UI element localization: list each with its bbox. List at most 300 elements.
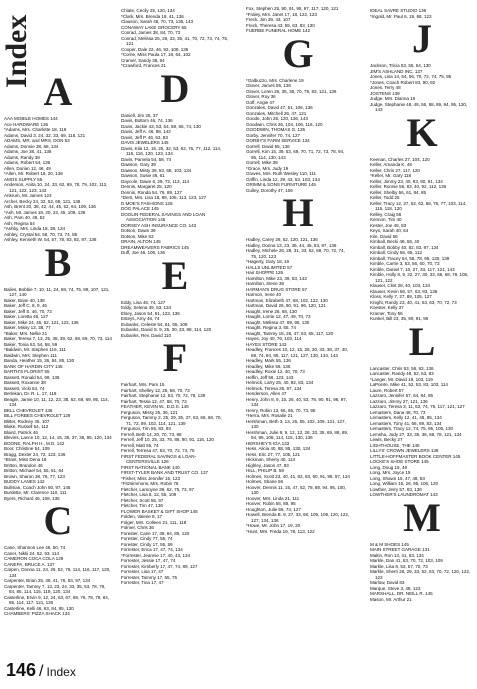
- index-entry: Baldwin, Mrs. Stephen 111: [4, 352, 57, 358]
- index-entry: LITTLE-HOFFMASTER BOOK CENTER 145: [370, 453, 461, 459]
- index-entry: Maltin, Ron 13, 41, 83, 134: [370, 552, 424, 558]
- index-entry: Baker, Missy 13, 38, 77: [4, 325, 51, 330]
- index-entry: Headley, Frances 10, 12, 15, 26, 30, 33, 36, 37, 40, 69, 74, 84, 85, 117, 121, 127, 130, 134, 143: [246, 347, 349, 358]
- index-entry: Kelley, Craig 56: [370, 211, 402, 217]
- index-entry: Haught, Regina 3, 55, 74: [246, 325, 296, 330]
- index-entry: Clauson, Sarah 46, 70, 73, 136, 143: [121, 19, 194, 24]
- index-entry: Eddy, Selena 39, 53, 134: [121, 305, 172, 310]
- index-entry: Knight, Randy 23, 40, 41, 53, 63, 70, 72, 73: [370, 299, 457, 305]
- index-entry: Keller, Ronnie 56, 83, 40, 92, 112, 136: [370, 184, 447, 189]
- footer-label: Index: [46, 665, 76, 679]
- section-letter: H: [282, 190, 314, 235]
- index-entry: Lemasters, Tony 41, 68, 69, 83, 134: [370, 420, 442, 426]
- index-entry: Bragg, Dexter 24, 72, 123, 136: [4, 451, 66, 457]
- index-entry: Adams, Joe 38, 41, 136: [4, 149, 52, 154]
- index-entry: Eddy, Lisa 46, 74, 127: [121, 299, 166, 305]
- index-entry: *Herra, Mrs. Rosalie 21: [246, 413, 293, 418]
- index-entry: Gorrell, Kim 15, 39, 53, 69, 70, 71, 72, 73, 78, 94, 95, 114, 130, 143: [246, 149, 345, 160]
- index-entry: Hair SHOPPE 126: [246, 270, 284, 275]
- index-entry: *Ash, Mr. James 18, 20, 23, 45, 109, 136: [4, 209, 86, 215]
- index-column-3: [246, 6, 350, 534]
- index-title: Index: [0, 14, 33, 88]
- index-entry: DREAMWEAVERS FABRICS 145: [121, 244, 189, 250]
- index-entry: Ferrell, Beth 14, 20, 70, 73, 88: [121, 431, 182, 437]
- index-entry: Judge, Mrs. Dianna 15: [370, 96, 416, 101]
- index-entry: Fletcher, Tim 47, 136: [121, 503, 163, 508]
- section-letter: D: [160, 65, 190, 111]
- index-entry: Daycole, Dawn 6, 29, 72, 113, 114: [121, 178, 190, 184]
- index-entry: Holmes, Shane 56: [246, 479, 283, 484]
- index-entry: *Langer, Mr. David 19, 103, 119: [370, 376, 433, 382]
- index-entry: MARSHALL, DR. NEILL R. 145: [370, 591, 433, 596]
- index-entry: Jackson, Tricia 53, 55, 54, 130: [370, 63, 431, 68]
- index-entry: BILL FORBES CHEVROLET 129: [4, 413, 71, 418]
- index-entry: Hess, Alicia 40, 88, 95, 130, 134: [246, 446, 311, 451]
- index-entry: Lancaster, Randy 48, 52, 53, 83: [370, 371, 434, 376]
- index-column-1: [4, 69, 112, 617]
- index-entry: Lemasters, Kelly 12, 41, 48, 95, 134: [370, 415, 442, 420]
- index-entry: Forester, Cindy 17, 55, 59: [121, 541, 173, 547]
- index-entry: Keenan, Charles 27, 104, 120: [370, 156, 430, 162]
- index-entry: JIM'S ASHLAND INC. 137: [370, 68, 423, 74]
- index-entry: CHAMBERS' PIZZA SHACK 134: [4, 611, 70, 616]
- index-entry: Henderson, Allen 47: [246, 391, 287, 396]
- index-entry: GORBY'S FARM SERVICE 134: [246, 138, 310, 143]
- index-entry: Fairhart, Mrs. Pam 15: [121, 382, 165, 387]
- index-entry: Koester, Kelly 37: [370, 305, 404, 310]
- index-entry: Lazzaro, Jennifer 57, 64, 84, 85: [370, 393, 434, 398]
- index-entry: Markle, Dan 41, 53, 70, 72, 103, 109: [370, 558, 443, 563]
- index-entry: Long, Shawn 15, 47, 48, 83: [370, 475, 425, 481]
- index-entry: Baker, Mike 24, 45, 52, 121, 123, 136: [4, 319, 79, 325]
- index-entry: Ash, Brent 20, 38, 42, 44, 45, 52, 64, 109, 136: [4, 204, 96, 209]
- index-entry: *Crawford, Frances 21: [121, 63, 166, 68]
- index-entry: Haught, Tammy 15, 26, 47, 53, 65, 117, 120: [246, 330, 334, 336]
- index-entry: Headley, Mike 56, 136: [246, 363, 291, 369]
- index-entry: HILL, PHILIP B. 59: [246, 468, 284, 473]
- index-section: [246, 6, 350, 34]
- index-entry: Klauser, Kevin 56, 57, 63, 83, 136: [370, 288, 438, 294]
- index-entry: *Hunt, Mrs. Freda 19, 78, 113, 122: [246, 528, 315, 534]
- index-entry: DOG PALACE 145: [121, 206, 159, 211]
- index-entry: HALLS UNLIMITED 57: [246, 264, 293, 270]
- index-entry: Davis, Pamela 54, 58, 74: [121, 156, 172, 162]
- index-entry: Forester, Cindy 77, 55, 74: [121, 536, 173, 541]
- index-entry: Keller, Amanda K. 48: [370, 162, 412, 167]
- index-entry: BELL CHEVROLET 136: [4, 407, 53, 413]
- index-entry: Dotson, Dawn 39: [121, 228, 156, 233]
- index-entry: Blitter, Rodney 46, 107: [4, 418, 50, 424]
- index-entry: Ferguson, Tammy 2, 25, 29, 35, 37, 53, 66, 68, 70, 71, 72, 89, 102, 114, 121, 139: [121, 415, 222, 426]
- index-entry: Gorby, Jennifer 70, 74, 127: [246, 132, 300, 138]
- index-entry: Glover, Roy 36: [246, 94, 276, 99]
- index-entry: Howell, Brenda B. 9, 27, 33, 68, 105, 109, 120, 122, 127, 134, 136: [246, 512, 350, 523]
- section-letter: G: [282, 30, 314, 76]
- index-entry: Ferguson, Tim 55, 83, 93: [121, 426, 171, 431]
- index-entry: LIGHTHOUSE, THE 145: [370, 442, 420, 448]
- index-entry: Baker, Tonia 53, 54, 58, 59: [4, 341, 58, 347]
- index-entry: DRAIN, ALTON 145: [121, 239, 161, 244]
- index-entry: Mason, Mr. Arthur 21: [370, 596, 412, 602]
- index-entry: Forrester, Lisa 17, 47: [121, 569, 164, 574]
- index-entry: Fox, Stephen 25, 90, 91, 95, 97, 117, 120, 121: [246, 6, 339, 11]
- index-entry: Long, William 16, 28, 95, 106, 120: [370, 481, 439, 486]
- index-entry: Davis, Jackie 43, 53, 54, 58, 65, 74, 130: [121, 123, 201, 129]
- index-section: [121, 8, 229, 69]
- index-entry: AAA MOBILE HOMES 144: [4, 116, 58, 121]
- index-entry: FUERBE FUNERAL HOME 142: [246, 28, 311, 33]
- index-entry: Goode, John 26, 120, 136, 143: [246, 116, 308, 121]
- section-letter: A: [43, 69, 73, 114]
- index-entry: *Galbuzzo, Mrs. Charlene 19: [246, 77, 304, 83]
- index-entry: Bullman, Coach John 80, 97, 145: [4, 484, 71, 490]
- index-entry: Blevins, Lance 10, 12, 14, 15, 35, 37, 38, 95, 120, 134: [4, 435, 112, 440]
- index-entry: Laure, Robert 57: [370, 387, 404, 393]
- index-entry: Forester, Carie 17, 39, 84, 85, 120: [121, 530, 190, 536]
- index-entry: GRIMM & SONS FURNITURE 145: [246, 182, 316, 187]
- index-entry: Eubanks, Rev. David 110: [121, 332, 172, 338]
- index-entry: Freck, Jim 39, 43, 107: [246, 17, 291, 22]
- index-entry: Kimball, Becki 48, 56, 40: [370, 239, 420, 244]
- index-entry: Allen, Dorian 12, 46, 49: [4, 165, 51, 171]
- section-letter: J: [412, 16, 432, 61]
- section-letter: E: [161, 252, 189, 298]
- index-entry: *Howe, Mr. John 17, 19, 20: [246, 523, 301, 528]
- index-entry: *Grace, Mrs. Judy 19: [246, 165, 289, 171]
- index-entry: FIRST FEDERAL SAVINGS & LOAN-CENTERSVILLE 126: [121, 453, 197, 464]
- index-entry: Forrester, Tammy 17, 55, 75: [121, 574, 178, 580]
- index-entry: FIRST-TYLER BANK AND TRUST CO. 137: [121, 470, 208, 475]
- index-entry: Hamilton, Mike 23, 39, 83, 143: [246, 275, 307, 281]
- index-entry: Henry, John 8, 9, 15, 26, 40, 53, 78, 90, 91, 96, 97, 134: [246, 396, 347, 407]
- index-entry: Baker, Jeff S. 46, 70, 73: [4, 308, 52, 314]
- index-entry: Holmes, Scott 23, 40, 41, 82, 83, 90, 91, 96, 97, 134: [246, 473, 350, 479]
- section-letter: M: [403, 494, 441, 540]
- index-entry: Davis, Jeff P. 46, 53, 83: [121, 134, 168, 140]
- index-entry: Elsey, Jason 54, 61, 123, 136: [121, 310, 180, 316]
- page-number: 146: [6, 660, 37, 680]
- index-entry: Adams, Randy 38: [4, 154, 40, 160]
- index-section: [370, 109, 474, 322]
- section-letter: L: [408, 318, 436, 364]
- index-entry: Harmon, Irene 40: [246, 292, 281, 297]
- index-entry: BUDDY LANES 142: [4, 479, 45, 484]
- index-entry: Kimball, Cindy 56, 65, 112: [370, 250, 422, 255]
- index-entry: AMOS SUPPLY 55: [4, 176, 43, 182]
- index-column-2: [121, 8, 229, 586]
- index-entry: Lewis, Becky 27: [370, 437, 403, 442]
- index-entry: Folmer, Chris 36: [121, 525, 154, 530]
- index-entry: Haught, Irene 26, 68, 130: [246, 308, 297, 314]
- index-entry: Lemsha, Jody 27, 33, 35, 36, 68, 78, 121, 134: [370, 431, 462, 437]
- index-entry: Lancaster, Chris 53, 56, 83, 136: [370, 365, 434, 371]
- index-entry: BOONE, RALPH H., M.D. 142: [4, 440, 65, 446]
- index-entry: Hamilton, Steve 39: [246, 281, 284, 286]
- index-entry: Goodwin, Chris 26, 104, 106, 116, 120: [246, 121, 323, 127]
- index-entry: Gulley, Dorothy 47, 106: [246, 187, 293, 193]
- index-entry: Davis, Jeff A. 46, 88, 143: [121, 129, 171, 134]
- index-entry: Heffin, Jeff 56, 123, 143: [246, 374, 294, 380]
- index-entry: Graves, Mrs. Ruth Wesley 110, 111: [246, 171, 317, 176]
- index-entry: Bassett, Ronald 54, 68, 136: [4, 374, 60, 380]
- index-entry: Helmick, Teresa 26, 97, 134: [246, 385, 302, 391]
- index-entry: Ashley, Kenneth W. 54, 57, 78, 83, 92, 97, 136: [4, 237, 97, 242]
- index-entry: Duff, Joe 46, 106, 136: [121, 250, 166, 255]
- index-entry: Marlow, David 83: [370, 580, 405, 585]
- index-entry: *Keller, Mr. Gary 118: [370, 173, 411, 178]
- index-entry: Carpen, Donna 11, 24, 26, 52, 76, 114, 116, 117, 120, 134: [4, 567, 111, 578]
- index-entry: Gorrell, David 55, 136: [246, 143, 290, 149]
- index-entry: Baker, Loretta 46, 127: [4, 314, 49, 319]
- index-entry: Dawson, Misty 39, 53, 68, 103, 134: [121, 167, 192, 173]
- index-entry: Klauser, Clint 28, 40, 103, 134: [370, 283, 430, 288]
- index-entry: *Ingold, Mr. Paul 6, 19, 88, 123: [370, 13, 432, 19]
- index-entry: Keller, Jimmy 23, 40, 83, 90, 91, 134: [370, 178, 443, 184]
- index-entry: Long, Doug 15, 48: [370, 464, 407, 470]
- section-letter: B: [44, 239, 72, 285]
- index-entry: *Fitzsimmons, Mrs. Robin 76: [121, 481, 179, 486]
- index-entry: Hoover, Dennis 11, 15, 47, 52, 78, 88, 94, 95, 100, 130: [246, 484, 347, 495]
- index-entry: Hoover, Robin 56, 88, 95: [246, 501, 296, 506]
- index-entry: *Baker, Mrs. Nellie 21: [4, 330, 48, 336]
- index-entry: Ankrum, Mr. James 123: [4, 193, 52, 198]
- index-entry: Houghton, Julie 56, 74, 127: [246, 506, 301, 512]
- index-entry: Griffin, Linda 12, 39, 43, 53, 103, 134: [246, 176, 320, 182]
- index-entry: *Hagerty, Gary 18, 19: [246, 259, 290, 264]
- index-entry: M & M SHOES 145: [370, 541, 409, 547]
- section-letter: K: [406, 109, 438, 155]
- index-entry: Hadley, Michele 26, 29, 31, 33, 52, 68, 70, 72, 74, 75, 120, 123: [246, 248, 345, 259]
- index-entry: Hayes, Joy 40, 76, 103, 114: [246, 336, 302, 341]
- index-entry: Burdette, Mr. Clarence 110, 111: [4, 490, 67, 495]
- index-entry: Fairhart, Shelley 12, 25, 58, 70, 73: [121, 387, 190, 393]
- index-entry: *Baldwin, Mr. Stephen 119, 111: [4, 347, 66, 352]
- index-entry: Britton, Brandon 46: [4, 462, 43, 468]
- index-entry: Baker, Jeff C. 8, 9, 46: [4, 303, 47, 308]
- index-entry: Kimball, Tracey 54, 56, 78, 95, 130, 139: [370, 255, 450, 261]
- index-entry: Haught, Melissa 47, 69, 95, 130: [246, 319, 310, 325]
- index-entry: Conrad, Melissa 25, 29, 33, 35, 41, 70, 72, 73, 74, 75, 121: [121, 35, 229, 46]
- index-entry: *Forrester, Jeannie 17, 40, 43, 134: [121, 552, 190, 558]
- index-entry: LILLYS' CROWN JEWELERS 138: [370, 448, 439, 453]
- index-entry: DAVIS JEWELERS 145: [121, 140, 169, 145]
- index-entry: Cramer, Sandy 38, 64: [121, 57, 165, 63]
- index-entry: *Brant, Miss Dena 18: [4, 457, 47, 462]
- index-entry: Blaird, Patrick 46: [4, 429, 38, 435]
- index-entry: Kimble, Carrie 3, 53, 56, 60, 70, 73: [370, 261, 440, 266]
- index-entry: Kile, David 56: [370, 233, 398, 239]
- index-entry: Kunkel, Bill 23, 35, 90, 91, 95: [370, 316, 429, 321]
- index-entry: Baker, Brian 40, 138: [4, 297, 45, 303]
- index-entry: Ace HARDWARE 135: [4, 121, 48, 127]
- index-entry: *Adams, Mrs. Charlotte 18, 119: [4, 127, 67, 132]
- index-entry: Baker, Teresa 7, 13, 25, 38, 39, 62, 68, 69, 70, 73, 114: [4, 336, 112, 341]
- section-letter: F: [162, 335, 188, 380]
- index-entry: Carpenter, Brian 25, 38, 41, 76, 83, 97, 134: [4, 578, 91, 583]
- index-entry: LOWTHER'S LAUNDROMAT 143: [370, 492, 438, 497]
- index-entry: Kloss, Kelly 7, 27, 89, 105, 127: [370, 294, 432, 299]
- index-entry: BANK OF HARDIN CITY 145: [4, 363, 63, 369]
- index-entry: LaPointe, Mike 41, 52, 53, 83, 103, 114: [370, 382, 448, 387]
- index-entry: Hershman, Julie 8, 9, 12, 13, 26, 33, 35, 69, 88, 89, 94, 95, 108, 114, 115, 130, 136: [246, 429, 349, 440]
- index-entry: Ferrell, Jeff 10, 25, 33, 76, 88, 90, 91, 116, 120: [121, 437, 214, 442]
- index-entry: Banda, Heather 15, 36, 84, 85, 130: [4, 358, 75, 363]
- index-entry: CONAWAY LAKE GROCERY 55: [121, 24, 187, 30]
- index-entry: Henry, Robin 13, 56, 65, 70, 73, 95: [246, 407, 316, 413]
- index-entry: ADAMS, MR. and MRS. DON 53: [4, 138, 70, 143]
- index-entry: Headley, Roxie 12, 40, 70, 73: [246, 369, 305, 374]
- index-entry: Adams, Robert 54, 136: [4, 160, 51, 165]
- index-entry: Cane, Shannon Lee 46, 50, 74: [4, 545, 66, 550]
- index-entry: Hickman, Sherry 40, 113: [246, 457, 296, 462]
- index-entry: CAMERON COCA COLA 129: [4, 556, 64, 561]
- index-entry: Boor, Christine 54, 109: [4, 446, 50, 451]
- index-entry: Casterline, Ervin 9, 12, 24, 63, 67, 68, 76, 78, 79, 84, 85, 114, 117, 121, 130: [4, 594, 109, 605]
- index-entry: *Dent, Mrs. Lisa 18, 89, 105, 113, 123, 127: [121, 195, 207, 200]
- section-letter: C: [43, 498, 73, 543]
- index-entry: Keller, Todd 25: [370, 195, 400, 200]
- index-entry: Casterline, Kelli 46, 63, 84, 85, 130: [4, 605, 74, 611]
- index-entry: Markle, Lisa 8, 53, 57, 70, 73: [370, 563, 428, 569]
- index-entry: Forrester, Erica 17, 47, 74, 134: [121, 547, 183, 552]
- index-entry: Hess, Eric 27, 77, 105, 121: [246, 451, 301, 457]
- index-entry: JOSTENS 139: [370, 90, 400, 96]
- footer-separator: /: [39, 663, 44, 680]
- index-entry: Hartman, Elizabeth 47, 68, 102, 122, 130: [246, 297, 328, 303]
- index-entry: Helmick, Larry 25, 40, 82, 83, 134: [246, 380, 314, 385]
- index-entry: *Corrie, Miss Paula 17, 18, 64, 102: [121, 52, 191, 57]
- index-entry: Gonzales, David 47, 51, 106, 136: [246, 105, 313, 110]
- index-entry: Hershman, Beth 3, 13, 26, 65, 102, 109, 121, 127, 130: [246, 418, 346, 429]
- index-entry: Ash, Regina 54: [4, 220, 35, 226]
- index-entry: Glover, James 55, 136: [246, 83, 291, 88]
- index-entry: Headley, Mark 55, 136: [246, 358, 291, 363]
- index-entry: Forrester, Jessie 17, 47, 74: [121, 558, 176, 563]
- index-entry: Eubanks, David S. 9, 25, 30, 33, 88, 114, 120: [121, 327, 212, 332]
- index-entry: Byers, Richard 46, 108, 136: [4, 495, 60, 501]
- index-entry: Folger, Mrs. Colleen 21, 111, 118: [121, 519, 187, 525]
- index-entry: Marque, Steve 3, 48, 123: [370, 585, 421, 591]
- index-entry: Kimble, Holly 8, 9, 22, 27, 30, 33, 68, 69, 78, 105, 121, 122: [370, 272, 469, 283]
- page-footer: [6, 660, 126, 682]
- index-entry: GOODWIN, THOMAS G. 135: [246, 127, 306, 132]
- index-entry: Fletcher, Lamoyne 39, 62, 75, 73, 97: [121, 486, 195, 492]
- index-entry: Keller, Chris 27, 117, 120: [370, 167, 420, 173]
- index-entry: *Clark, Mrs. Brenda 18, 41, 136: [121, 13, 184, 19]
- index-entry: Kimball, Bobby 40, 82, 83, 97, 134: [370, 244, 439, 250]
- index-entry: Hoover, Mrs. Linda 21, 111: [246, 495, 300, 501]
- index-entry: Davis, Bottom 46, 74, 136: [121, 118, 173, 123]
- index-entry: *Fisher, Miss Jennifer 15, 123: [121, 475, 181, 481]
- index-entry: IDEAL SAVRE STUDIO 136: [370, 8, 427, 13]
- index-entry: Keller, Shelby 56, 61, 84, 85: [370, 189, 427, 195]
- index-column-4: [370, 8, 474, 602]
- index-entry: Markle, Sherri 28, 29, 33, 52, 53, 70, 72, 120, 122, 123: [370, 569, 471, 580]
- index-entry: Jones, Lisa 14, 54, 56, 70, 72, 74, 75, 95: [370, 74, 452, 79]
- index-entry: Hadley, Carey 26, 52, 120, 121, 136: [246, 237, 318, 242]
- index-entry: Dawson, Susie 46, 61: [121, 173, 165, 178]
- index-entry: *Jones, Coach Robert 83, 90, 92: [370, 79, 436, 85]
- index-entry: Fairhart, Stephanie 12, 53, 70, 72, 78, 139: [121, 393, 206, 398]
- index-entry: *Ashby, Mrs. Linda 18, 38, 134: [4, 226, 65, 231]
- index-entry: BARTH'S FLORIST 55: [4, 369, 50, 374]
- index-entry: LOCKE'S SHOE STORE 145: [370, 459, 429, 464]
- index-entry: Gonzales, Mitchell 26, 47, 121: [246, 110, 307, 116]
- index-entry: Long, Mrs. Joyce 15: [370, 470, 411, 475]
- index-entry: Bassett, Vicki 54, 74: [4, 385, 45, 391]
- index-entry: Kimble, Daniel 7, 10, 27, 33, 117, 121, 143: [370, 266, 455, 272]
- index-entry: Adams, Donnie 38, 68, 134: [4, 143, 59, 149]
- index-entry: Judge, Stephanie 48, 48, 56, 88, 89, 94, 95, 130, 143: [370, 101, 468, 112]
- index-entry: Lowther, Jerry 57, 83, 136: [370, 486, 422, 492]
- index-entry: Carpenter, Tammy 7, 13, 23, 24, 33, 35, 53, 78, 79, 84, 85, 114, 115, 119, 120, 134: [4, 583, 106, 594]
- index-entry: Ash, Pam 40, 48, 52: [4, 215, 45, 220]
- index-entry: Fletcher, Scott 55, 97: [121, 497, 164, 503]
- index-entry: Adams, David 3, 24, 32, 33, 69, 118, 121: [4, 132, 86, 138]
- index-entry: Archer, Becky 24, 32, 52, 68, 121, 136: [4, 198, 81, 204]
- index-entry: Ferrell, Terresa 47, 63, 70, 72, 74, 75: [121, 448, 195, 453]
- index-entry: Kester, Joe 48, 83: [370, 222, 407, 228]
- index-entry: Ferguson, Missy 25, 36, 121: [121, 409, 178, 415]
- index-entry: Keller, Tracy 12, 27, 52, 62, 68, 76, 77, 103, 114, 115, 118, 120: [370, 200, 467, 211]
- index-entry: Chiate, Cecily 25, 120, 134: [121, 8, 175, 13]
- index-entry: Blake, Russell 54, 112: [4, 424, 49, 429]
- index-entry: Glover, Loren 26, 35, 36, 70, 79, 83, 121, 136: [246, 88, 337, 94]
- index-entry: Cooper, Dale 22, 46, 92, 109, 136: [121, 46, 189, 52]
- index-entry: Bailes, Bobbie 7, 10, 11, 24, 68, 74, 75, 89, 107, 121, 127, 140: [4, 286, 110, 297]
- index-entry: Dawson, Gary 39: [121, 162, 156, 167]
- index-entry: Britton, Michael 54, 55, 61, 64: [4, 468, 64, 473]
- index-entry: Anderson, Anita 10, 24, 33, 62, 69, 78, 79, 102, 112, 121, 122, 123, 143: [4, 182, 108, 193]
- index-entry: DORSEY ASH INSURANCE CO. 143: [121, 222, 197, 228]
- index-entry: HARMAN'S DRUG STORE 57: [246, 286, 307, 292]
- index-entry: Forrester, Kimberly 17, 47, 74, 89, 127: [121, 563, 198, 569]
- index-entry: Lazzaro, Jimmy 27, 121, 136: [370, 398, 428, 404]
- index-entry: Folden, Valerie 8, 17: [121, 514, 163, 519]
- index-entry: Bassett, Roxanne 38: [4, 380, 46, 385]
- index-entry: FIRST NATIONAL BANK 140: [121, 464, 180, 470]
- index-entry: Haught, Lorrie 12, 47, 49, 70, 73: [246, 314, 311, 319]
- index-entry: Dotson, Mike 83: [121, 233, 154, 239]
- index-entry: Kennon, Tim 40: [370, 217, 402, 222]
- index-entry: Ferrell, Matt 55, 74: [121, 442, 159, 448]
- index-entry: Keys, Sarah 40, 64: [370, 228, 409, 233]
- index-entry: Fairhart, Tessa 12, 47, 68, 70, 73: [121, 398, 187, 404]
- index-entry: FLOWER BASKET & GIFT SHOP 145: [121, 508, 198, 514]
- index-entry: Daniell, Jim 25, 37: [121, 112, 158, 118]
- index-entry: DOOLIN FEDERAL SAVINGS AND LOAN ASSOCIATION 145: [121, 211, 206, 222]
- index-entry: Hartman, David 26, 90, 91, 96, 120, 121: [246, 303, 326, 308]
- index-entry: Goff, Angie 47: [246, 99, 275, 105]
- index-entry: Esteys, Amy 46, 74: [121, 316, 160, 321]
- index-section: [4, 69, 112, 243]
- index-entry: CANEPA, BRUCE A. 137: [4, 561, 55, 567]
- index-entry: D MOE'S FASHIONS 128: [121, 200, 173, 206]
- index-entry: Lemasters, Dana 48, 70, 73: [370, 409, 426, 415]
- index-entry: Conrad, James 38, 84, 70, 73: [121, 30, 181, 35]
- index-entry: FEATHER, KEVIN W., D.D.S. 145: [121, 404, 189, 409]
- index-entry: Brown, Sharon 38, 76, 77, 123: [4, 473, 65, 479]
- index-entry: Caner, Nikki 24, 52, 93, 114: [4, 550, 59, 556]
- index-entry: Beagle, Jamie 10, 11, 12, 23, 38, 62, 68, 69, 95, 114, 134: [4, 396, 109, 407]
- index-entry: MAIN STREET GARAGE 131: [370, 547, 430, 552]
- index-entry: Highley, Jason 47, 83: [246, 462, 289, 468]
- index-entry: Berlekan, Dr. R. L. 17, 118: [4, 391, 57, 396]
- index-entry: Forrester, Tina 17, 47: [121, 580, 164, 585]
- index-entry: HERSHEY'S IGA 133: [246, 440, 290, 446]
- index-entry: Davis, Kila 12, 15, 25, 32, 53, 62, 76, 77, 112, 114, 115, 116, 120, 123, 134: [121, 145, 222, 156]
- index-entry: Freck, Theresa 43, 55, 63, 83, 130: [246, 22, 315, 28]
